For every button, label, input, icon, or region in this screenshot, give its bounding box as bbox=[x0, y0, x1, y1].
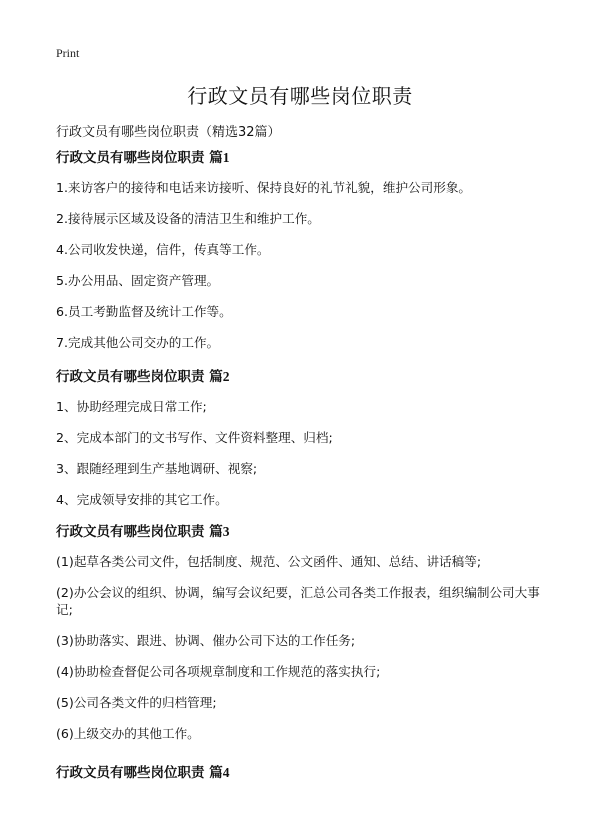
section-heading-text: 行政文员有哪些岗位职责 篇 bbox=[56, 369, 223, 385]
section-3 bbox=[56, 521, 556, 742]
section-1 bbox=[56, 147, 556, 351]
section-item-list bbox=[56, 398, 556, 508]
section-4 bbox=[56, 762, 556, 784]
section-heading bbox=[56, 762, 556, 784]
list-item: (4)协助检查督促公司各项规章制度和工作规范的落实执行; bbox=[56, 664, 381, 679]
section-heading bbox=[56, 147, 556, 169]
section-heading-text: 行政文员有哪些岗位职责 篇 bbox=[56, 524, 223, 540]
section-item-list bbox=[56, 179, 556, 351]
document-title: 行政文员有哪些岗位职责 bbox=[187, 84, 413, 108]
section-heading-number: 1 bbox=[222, 150, 230, 165]
list-item: 5.办公用品、固定资产管理。 bbox=[56, 273, 220, 288]
list-item: 1、协助经理完成日常工作; bbox=[56, 399, 207, 414]
print-label: Print bbox=[56, 46, 80, 60]
list-item: 2、完成本部门的文书写作、文件资料整理、归档; bbox=[56, 430, 333, 445]
section-heading-text: 行政文员有哪些岗位职责 篇 bbox=[56, 765, 223, 781]
section-2 bbox=[56, 366, 556, 508]
list-item: (5)公司各类文件的归档管理; bbox=[56, 695, 217, 710]
list-item: (6)上级交办的其他工作。 bbox=[56, 726, 200, 741]
list-item: 7.完成其他公司交办的工作。 bbox=[56, 335, 220, 350]
document-subtitle: 行政文员有哪些岗位职责（精选32篇） bbox=[56, 125, 281, 140]
list-item: (2)办公会议的组织、协调，编写会议纪要，汇总公司各类工作报表，组织编制公司大事记; bbox=[56, 585, 540, 617]
list-item: 3、跟随经理到生产基地调研、视察; bbox=[56, 461, 258, 476]
section-item-list bbox=[56, 553, 556, 742]
section-heading-number: 2 bbox=[222, 369, 230, 384]
list-item: 4.公司收发快递，信件，传真等工作。 bbox=[56, 242, 270, 257]
list-item: 1.来访客户的接待和电话来访接听、保持良好的礼节礼貌，维护公司形象。 bbox=[56, 180, 472, 195]
section-heading-text: 行政文员有哪些岗位职责 篇 bbox=[56, 150, 223, 166]
section-heading-number: 4 bbox=[222, 765, 230, 780]
section-heading-number: 3 bbox=[222, 524, 230, 539]
list-item: 2.接待展示区域及设备的清洁卫生和维护工作。 bbox=[56, 211, 320, 226]
list-item: 4、完成领导安排的其它工作。 bbox=[56, 492, 228, 507]
list-item: (1)起草各类公司文件，包括制度、规范、公文函件、通知、总结、讲话稿等; bbox=[56, 554, 482, 569]
section-heading bbox=[56, 521, 556, 543]
section-heading bbox=[56, 366, 556, 388]
list-item: 6.员工考勤监督及统计工作等。 bbox=[56, 304, 232, 319]
list-item: (3)协助落实、跟进、协调、催办公司下达的工作任务; bbox=[56, 633, 356, 648]
